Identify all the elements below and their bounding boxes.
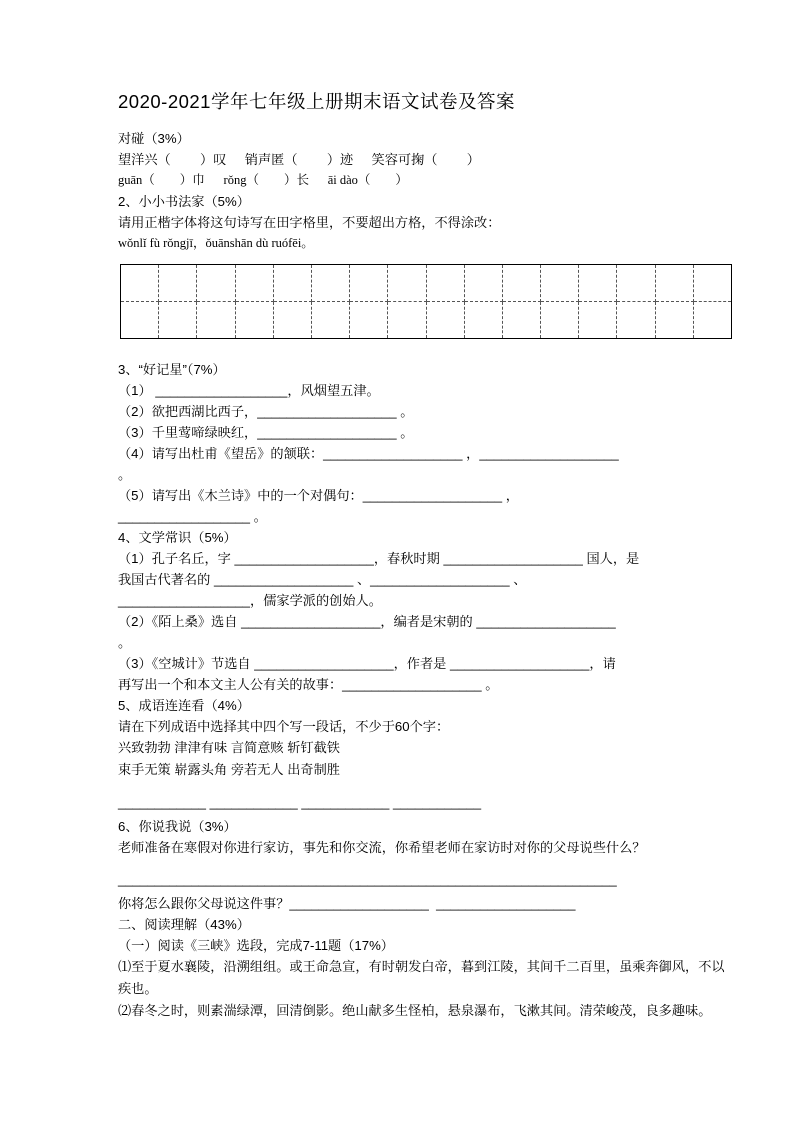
- question-6-text-2: 你将怎么跟你父母说这件事？___________________ ___________________: [118, 896, 576, 911]
- grid-cell[interactable]: [121, 302, 159, 339]
- question-4-item-1-cont: 我国古代著名的 ___________________ 、___________________ 、: [118, 572, 527, 587]
- grid-cell[interactable]: [655, 302, 693, 339]
- grid-cell[interactable]: [617, 302, 655, 339]
- question-4-item-3-cont: 再写出一个和本文主人公有关的故事：___________________ 。: [118, 677, 499, 692]
- grid-cell[interactable]: [617, 265, 655, 302]
- question-4-item-1: （1）孔子名丘，字 ___________________，春秋时期 ___________________ 国人，是: [118, 551, 640, 566]
- grid-cell[interactable]: [541, 265, 579, 302]
- grid-cell[interactable]: [388, 302, 426, 339]
- reading-paragraph-2: ⑵春冬之时，则素湍绿潭，回清倒影。绝山献多生怪柏，悬泉瀑布，飞漱其间。清荣峻茂，良多趣味。: [118, 1003, 712, 1018]
- grid-cell[interactable]: [311, 265, 349, 302]
- idiom-row-2: 束手无策 崭露头角 旁若无人 出奇制胜: [118, 762, 340, 777]
- question-3-heading: 3、“好记星”（7%）: [118, 362, 226, 377]
- idiom-row-1: 兴致勃勃 津津有味 言简意赅 斩钉截铁: [118, 740, 340, 755]
- grid-cell[interactable]: [541, 302, 579, 339]
- question-5-answer-blank[interactable]: ____________ ____________ ____________ ____________: [118, 795, 482, 810]
- grid-cell[interactable]: [121, 265, 159, 302]
- grid-cell[interactable]: [235, 302, 273, 339]
- question-5-heading: 5、成语连连看（4%）: [118, 698, 250, 713]
- spacer: [118, 339, 732, 359]
- question-3-item-4: （4）请写出杜甫《望岳》的颔联：___________________ ，___________________: [118, 446, 619, 461]
- grid-cell[interactable]: [579, 302, 617, 339]
- reading-paragraph-1: ⑴至于夏水襄陵，沿溯组组。或王命急宣，有时朝发白帝，暮到江陵，其间千二百里，虽乘奔御风，不以疾也。: [118, 959, 725, 996]
- question-6-heading: 6、你说我说（3%）: [118, 819, 237, 834]
- section-label-two: 二、阅读理解（43%）: [118, 917, 250, 932]
- grid-cell[interactable]: [273, 302, 311, 339]
- question-4-item-2: （2）《陌上桑》选自 ___________________，编者是宋朝的 ___________________: [118, 614, 616, 629]
- grid-cell[interactable]: [693, 265, 731, 302]
- grid-cell[interactable]: [502, 302, 540, 339]
- grid-cell[interactable]: [159, 302, 197, 339]
- question-5-instruction: 请在下列成语中选择其中四个写一段话，不少于60个字：: [118, 719, 450, 734]
- table-row: [121, 265, 732, 302]
- tianzige-grid: [120, 264, 732, 339]
- question-3-item-2: （2）欲把西湖比西子，___________________ 。: [118, 404, 414, 419]
- question-6-text: 老师准备在寒假对你进行家访，事先和你交流，你希望老师在家访时对你的父母说些什么？: [118, 840, 646, 855]
- grid-cell[interactable]: [350, 302, 388, 339]
- question-6-answer-blank[interactable]: ____________________________________________________________________: [118, 872, 617, 887]
- question-2-instruction: 请用正楷字体将这句诗写在田字格里，不要超出方格，不得涂改：: [118, 215, 501, 230]
- question-2-heading: 2、小小书法家（5%）: [118, 194, 250, 209]
- question-4-item-2-cont: 。: [118, 635, 132, 650]
- page-title: 2020-2021学年七年级上册期末语文试卷及答案: [118, 91, 515, 112]
- duipeng-line-2: guān（ ）巾 rǒng（ ）长 āi dào（ ）: [118, 173, 408, 187]
- grid-cell[interactable]: [388, 265, 426, 302]
- question-3-item-1: （1） __________________，风烟望五津。: [118, 383, 380, 398]
- grid-cell[interactable]: [464, 265, 502, 302]
- question-3-item-5-cont: __________________ 。: [118, 509, 267, 524]
- question-3-item-3: （3）千里莺啼绿映红，___________________ 。: [118, 425, 414, 440]
- grid-cell[interactable]: [197, 265, 235, 302]
- question-4-item-1-cont2: __________________，儒家学派的创始人。: [118, 593, 382, 608]
- grid-cell[interactable]: [350, 265, 388, 302]
- grid-cell[interactable]: [579, 265, 617, 302]
- writing-grid-table: [120, 264, 732, 339]
- question-2-pinyin: wǒnlǐ fù rǒngjī，ǒuānshān dù ruófēi。: [118, 236, 314, 250]
- question-3-item-4-cont: 。: [118, 467, 132, 482]
- grid-cell[interactable]: [159, 265, 197, 302]
- spacer: [118, 858, 732, 867]
- question-4-heading: 4、文学常识（5%）: [118, 530, 237, 545]
- grid-cell[interactable]: [197, 302, 235, 339]
- spacer: [118, 781, 732, 790]
- grid-cell[interactable]: [655, 265, 693, 302]
- grid-cell[interactable]: [693, 302, 731, 339]
- grid-cell[interactable]: [235, 265, 273, 302]
- grid-cell[interactable]: [464, 302, 502, 339]
- reading-passage-heading: （一）阅读《三峡》选段，完成7-11题（17%）: [118, 938, 394, 953]
- grid-cell[interactable]: [311, 302, 349, 339]
- grid-cell[interactable]: [273, 265, 311, 302]
- question-4-item-3: （3）《空城计》节选自 ___________________，作者是 ___________________，请: [118, 656, 616, 671]
- section-label-one: 对碰（3%）: [118, 131, 190, 146]
- grid-cell[interactable]: [426, 265, 464, 302]
- question-3-item-5: （5）请写出《木兰诗》中的一个对偶句：___________________ ，: [118, 488, 519, 503]
- duipeng-line-1: 望洋兴（ ）叹 销声匿（ ）迹 笑容可掬（ ）: [118, 152, 480, 167]
- grid-cell[interactable]: [426, 302, 464, 339]
- grid-cell[interactable]: [502, 265, 540, 302]
- table-row: [121, 302, 732, 339]
